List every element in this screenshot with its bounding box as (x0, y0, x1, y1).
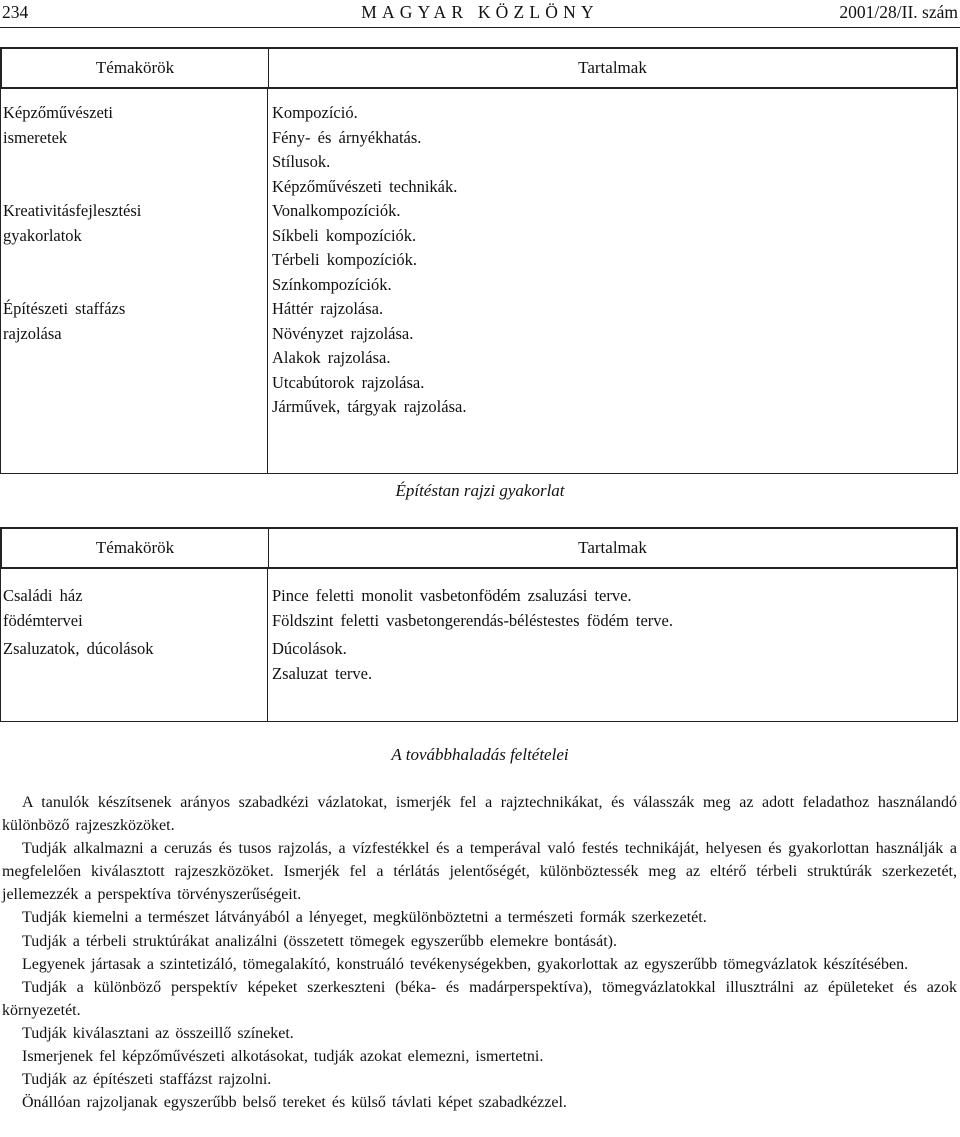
requirements-text (2, 791, 957, 1114)
row-contents: Vonalkompozíciók. Síkbeli kompozíciók. Térbeli kompozíciók. Színkompozíciók. (272, 201, 418, 294)
table-body (0, 569, 958, 722)
header-rule (0, 27, 960, 28)
row-topic: Építészeti staffázs rajzolása (3, 299, 126, 343)
paragraph: Tudják az építészeti staffázst rajzolni. (22, 1071, 272, 1089)
paragraph: Önállóan rajzoljanak egyszerűbb belső tereket és külső távlati képet szabadkézzel. (22, 1094, 567, 1112)
row-contents: Háttér rajzolása. Növényzet rajzolása. Alakok rajzolása. Utcabútorok rajzolása. Járművek, tárgyak rajzolása. (272, 299, 467, 416)
row-topic: Képzőművészeti ismeretek (3, 103, 113, 147)
row-contents: Pince feletti monolit vasbetonfödém zsaluzási terve. Földszint feletti vasbetongerendás-béléstestes födém terve. (272, 586, 673, 630)
row-topic: Családi ház födémtervei (3, 586, 83, 630)
topics-table-2 (0, 527, 958, 722)
journal-title: MAGYAR KÖZLÖNY (361, 2, 599, 22)
column-header-contents: Tartalmak (578, 538, 647, 557)
column-header-contents: Tartalmak (578, 58, 647, 77)
page-header (0, 2, 960, 26)
paragraph: Tudják a különböző perspektív képeket szerkeszteni (béka- és madárperspektíva), tömegvázlatokkal illusztrálni az épületeket és azok környezetét. (2, 978, 957, 1019)
page-number: 234 (2, 2, 29, 22)
paragraph: Tudják kiemelni a természet látványából a lényeget, megkülönböztetni a természeti formák szerkezetét. (22, 909, 707, 927)
paragraph: A tanulók készítsenek arányos szabadkézi vázlatokat, ismerjék fel a rajztechnikákat, és válasszák meg az adott feladathoz használandó különböző rajzeszközöket. (2, 794, 957, 835)
row-topic: Zsaluzatok, dúcolások (3, 639, 154, 658)
column-header-topics: Témakörök (2, 529, 269, 567)
column-header-topics: Témakörök (2, 49, 269, 87)
paragraph: Tudják a térbeli struktúrákat analizálni (összetett tömegek egyszerűbb elemekre bontását). (22, 932, 617, 950)
table-header (0, 527, 958, 569)
section-title: Építéstan rajzi gyakorlat (395, 481, 565, 500)
row-contents: Dúcolások. Zsaluzat terve. (272, 639, 373, 683)
table-body (0, 89, 958, 474)
paragraph: Legyenek jártasak a szintetizáló, tömegalakító, konstruáló tevékenységekben, gyakorlottak az egyszerűbb tömegvázlatok készítésében. (22, 955, 909, 973)
row-topic: Kreativitásfejlesztési gyakorlatok (3, 201, 142, 245)
topics-table-1 (0, 47, 958, 474)
row-contents: Kompozíció. Fény- és árnyékhatás. Stílusok. Képzőművészeti technikák. (272, 103, 458, 196)
section-title: A továbbhaladás feltételei (391, 745, 569, 764)
paragraph: Ismerjenek fel képzőművészeti alkotásokat, tudják azokat elemezni, ismertetni. (22, 1048, 544, 1066)
paragraph: Tudják alkalmazni a ceruzás és tusos rajzolás, a vízfestékkel és a temperával való festés technikáját, helyesen és gyakorlottan használják a megfelelően kiválasztott rajzeszközöket. Ismerjék fel a térlátás jelentőségét, különböztessék meg az eltérő térbeli struktúrák szerkezetét, jellemezzék a perspektíva törvényszerűségeit. (2, 840, 957, 904)
issue-number: 2001/28/II. szám (839, 2, 958, 22)
table-header (0, 47, 958, 89)
paragraph: Tudják kiválasztani az összeillő színeket. (22, 1024, 294, 1042)
